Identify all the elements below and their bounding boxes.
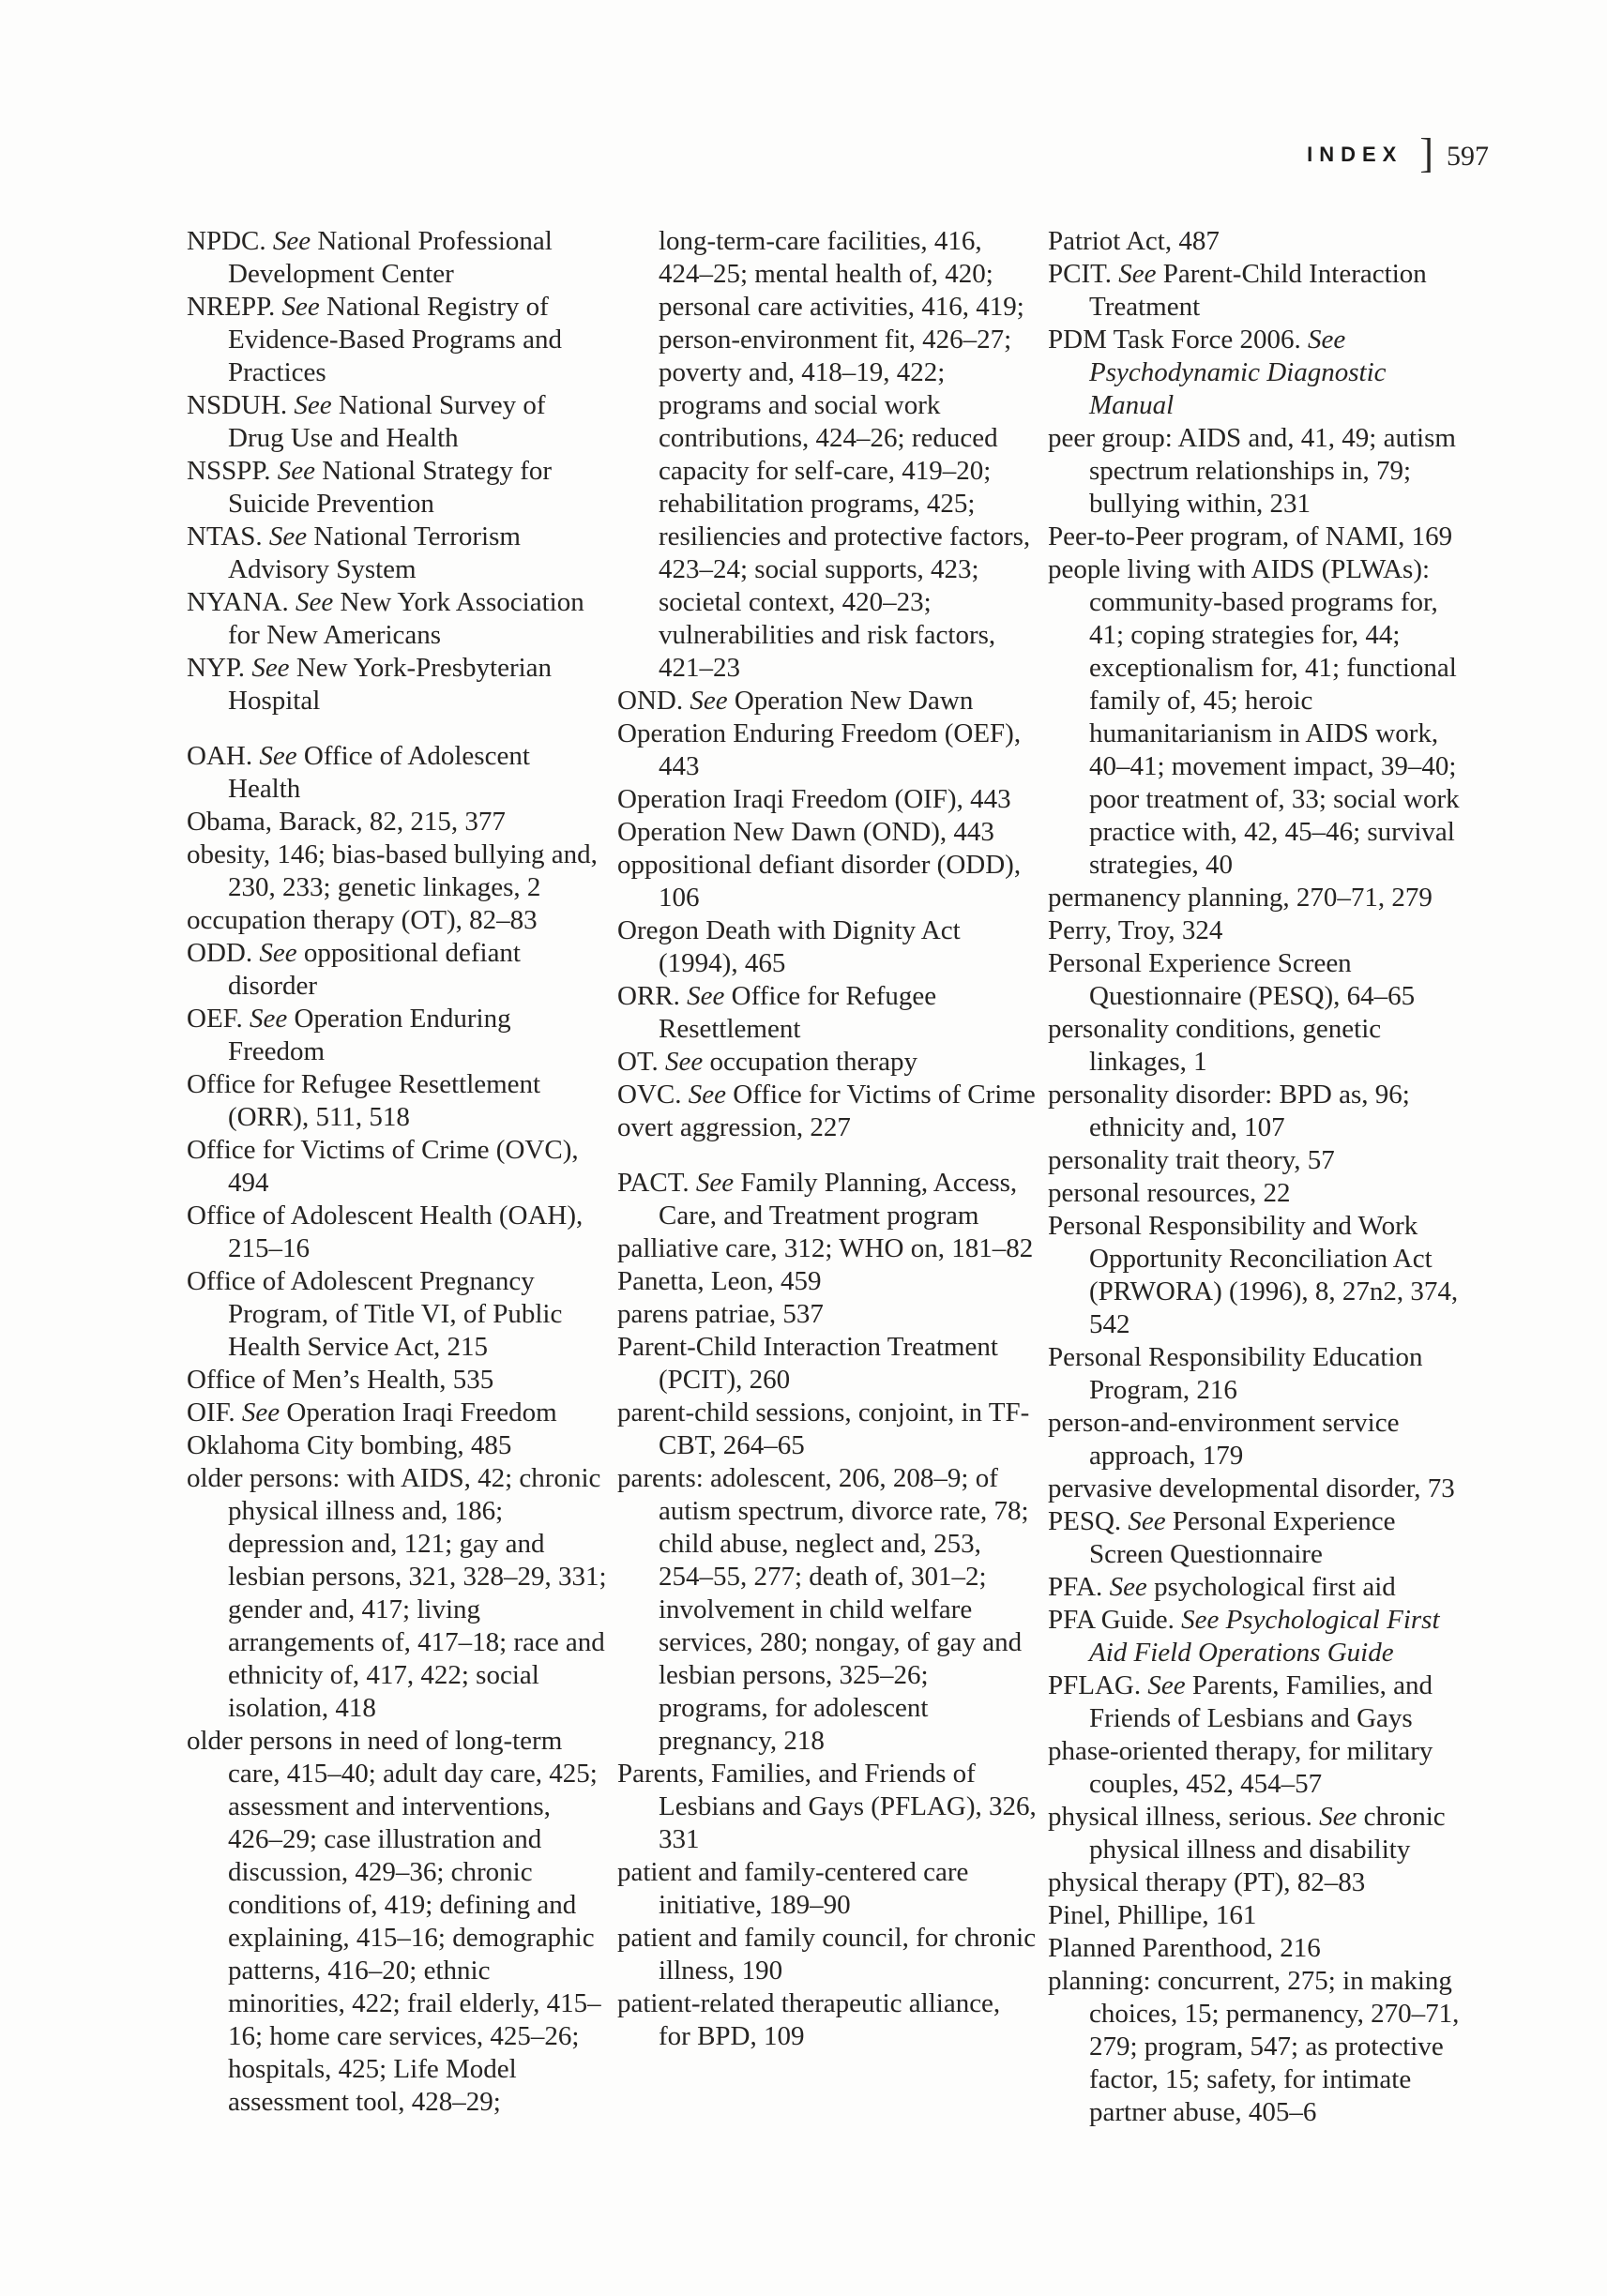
entry-text: pervasive developmental disorder, 73 — [1048, 1473, 1455, 1503]
entry-text: New York Association for New Americans — [228, 587, 584, 650]
index-entry — [617, 1298, 1038, 1331]
index-entry — [1048, 1669, 1468, 1735]
entry-text: long-term-care facilities, 416, 424–25; mental health of, 420; personal care activities, 416, 419; person-environment fit, 426–27; poverty and, 418–19, 422; programs and social work contributions, 424–26; reduced capacity for self-care, 419–20; rehabilitation programs, 425; resiliencies and protective factors, 423–24; social supports, 423; societal context, 420–23; vulnerabilities and risk factors, 421–23 — [659, 226, 1031, 683]
index-entry — [187, 1429, 607, 1462]
index-entry — [187, 1462, 607, 1725]
index-entry — [617, 1046, 1038, 1079]
index-entry — [187, 291, 607, 389]
index-entry — [187, 740, 607, 806]
index-entry — [187, 1068, 607, 1134]
section-gap — [187, 718, 607, 740]
entry-text: parent-child sessions, conjoint, in TF-CBT, 264–65 — [617, 1397, 1030, 1460]
entry-text: National Terrorism Advisory System — [228, 521, 521, 584]
entry-text: Personal Responsibility Education Program, 216 — [1048, 1342, 1423, 1405]
entry-text: peer group: AIDS and, 41, 49; autism spectrum relationships in, 79; bullying within, 231 — [1048, 423, 1456, 519]
entry-text: patient and family council, for chronic illness, 190 — [617, 1923, 1037, 1986]
entry-text: National Professional Development Center — [228, 226, 553, 289]
index-entry — [617, 1079, 1038, 1111]
cross-reference-italic: See — [281, 292, 320, 322]
entry-text: Office of Adolescent Pregnancy Program, of Title VI, of Public Health Service Act, 215 — [187, 1266, 563, 1362]
entry-text: personal resources, 22 — [1048, 1178, 1291, 1208]
page-number: 597 — [1447, 141, 1489, 172]
cross-reference-italic: See — [259, 938, 297, 968]
entry-text: personality conditions, genetic linkages, 1 — [1048, 1014, 1382, 1077]
entry-text: phase-oriented therapy, for military couples, 452, 454–57 — [1048, 1736, 1433, 1799]
index-entry — [617, 914, 1038, 980]
index-entry — [1048, 947, 1468, 1013]
cross-reference-italic: See — [688, 1080, 726, 1110]
index-entry — [617, 718, 1038, 783]
index-entry — [617, 1232, 1038, 1265]
cross-reference-italic: See — [277, 456, 315, 486]
entry-text: Family Planning, Access, Care, and Treatment program — [659, 1168, 1018, 1231]
index-entry — [1048, 553, 1468, 882]
cross-reference-italic: See — [259, 741, 297, 771]
entry-text: Planned Parenthood, 216 — [1048, 1933, 1321, 1963]
index-entry — [1048, 1013, 1468, 1079]
entry-text: Personal Experience Screen Questionnaire — [1089, 1506, 1396, 1569]
index-entry — [187, 521, 607, 586]
index-entry — [1048, 1932, 1468, 1965]
index-entry — [1048, 258, 1468, 324]
index-entry — [1048, 1144, 1468, 1177]
cross-reference-italic: See — [687, 981, 725, 1011]
entry-text: permanency planning, 270–71, 279 — [1048, 883, 1433, 913]
entry-text: Office for Refugee Resettlement (ORR), 511, 518 — [187, 1069, 541, 1132]
index-entry — [187, 904, 607, 937]
entry-text: OAH. — [187, 741, 260, 771]
index-entry — [1048, 1965, 1468, 2129]
entry-text: NSSPP. — [187, 456, 278, 486]
index-entry — [1048, 882, 1468, 914]
index-entry — [1048, 1571, 1468, 1604]
entry-text: Parent-Child Interaction Treatment (PCIT), 260 — [617, 1332, 998, 1395]
index-entry — [1048, 1407, 1468, 1473]
index-entry — [187, 455, 607, 521]
index-entry — [1048, 1473, 1468, 1505]
index-entry — [187, 652, 607, 718]
entry-text: Personal Responsibility and Work Opportunity Reconciliation Act (PRWORA) (1996), 8, 27n2, 374, 542 — [1048, 1211, 1459, 1339]
index-entry — [187, 225, 607, 291]
index-entry — [617, 816, 1038, 849]
entry-text: Operation Enduring Freedom — [228, 1004, 511, 1066]
index-entry — [1048, 324, 1468, 422]
index-entry — [187, 806, 607, 838]
index-entry — [1048, 914, 1468, 947]
running-head-index: INDEX — [1307, 143, 1403, 166]
entry-text: palliative care, 312; WHO on, 181–82 — [617, 1233, 1034, 1263]
index-entry — [617, 685, 1038, 718]
entry-text: New York-Presbyterian Hospital — [228, 653, 553, 716]
index-entry — [1048, 1177, 1468, 1210]
entry-text: National Strategy for Suicide Prevention — [228, 456, 553, 519]
entry-text: OVC. — [617, 1080, 689, 1110]
cross-reference-italic: See — [251, 653, 290, 683]
index-column-1 — [187, 225, 607, 2129]
entry-text: obesity, 146; bias-based bullying and, 230, 233; genetic linkages, 2 — [187, 839, 598, 902]
entry-text: planning: concurrent, 275; in making choices, 15; permanency, 270–71, 279; program, 547; as protective factor, 15; safety, for intimate partner abuse, 405–6 — [1048, 1966, 1460, 2127]
cross-reference-italic: See Psychodynamic Diagnostic Manual — [1089, 325, 1387, 420]
index-entry — [617, 849, 1038, 914]
entry-text: OEF. — [187, 1004, 250, 1034]
entry-text: Operation New Dawn — [727, 686, 974, 716]
entry-text: Office of Adolescent Health (OAH), 215–16 — [187, 1201, 584, 1263]
cross-reference-italic: See — [249, 1004, 288, 1034]
entry-text: NSDUH. — [187, 390, 295, 420]
index-entry — [187, 1200, 607, 1265]
index-entry — [187, 1364, 607, 1397]
entry-text: older persons in need of long-term care, 415–40; adult day care, 425; assessment and interventions, 426–29; case illustration and discussion, 429–36; chronic conditions of, 419; defining and explaining, 415–16; demographic patterns, 416–20; ethnic minorities, 422; frail elderly, 415–16; home care services, 425–26; hospitals, 425; Life Model assessment tool, 428–29; — [187, 1726, 601, 2117]
cross-reference-italic: See — [272, 226, 311, 256]
entry-text: Oregon Death with Dignity Act (1994), 465 — [617, 915, 961, 978]
index-entry — [187, 838, 607, 904]
index-entry — [617, 1987, 1038, 2053]
page-header: INDEX ] 597 — [1307, 130, 1489, 176]
index-entry — [187, 1397, 607, 1429]
cross-reference-italic: See — [296, 587, 334, 617]
index-entry — [617, 1758, 1038, 1856]
entry-text: Peer-to-Peer program, of NAMI, 169 — [1048, 521, 1453, 551]
entry-text: Operation New Dawn (OND), 443 — [617, 817, 994, 847]
entry-text: Parents, Families, and Friends of Lesbians and Gays — [1089, 1670, 1433, 1733]
entry-text: ORR. — [617, 981, 688, 1011]
index-entry — [1048, 1505, 1468, 1571]
entry-text: parents: adolescent, 206, 208–9; of autism spectrum, divorce rate, 78; child abuse, neglect and, 253, 254–55, 277; death of, 301–2; involvement in child welfare services, 280; nongay, of gay and lesbian persons, 325–26; programs, for adolescent pregnancy, 218 — [617, 1463, 1029, 1756]
index-entry — [617, 1167, 1038, 1232]
index-column-2 — [617, 225, 1038, 2129]
entry-text: Patriot Act, 487 — [1048, 226, 1220, 256]
index-entry — [617, 1111, 1038, 1144]
index-entry — [187, 1134, 607, 1200]
index-entry-continuation — [617, 225, 1038, 685]
entry-text: Panetta, Leon, 459 — [617, 1266, 822, 1296]
cross-reference-italic: See — [268, 521, 308, 551]
entry-text: patient and family-centered care initiative, 189–90 — [617, 1857, 969, 1920]
entry-text: psychological first aid — [1146, 1572, 1396, 1602]
entry-text: PFLAG. — [1048, 1670, 1148, 1700]
entry-text: Office of Men’s Health, 535 — [187, 1365, 494, 1395]
entry-text: PACT. — [617, 1168, 696, 1198]
entry-text: PESQ. — [1048, 1506, 1129, 1536]
index-entry — [617, 783, 1038, 816]
entry-text: Obama, Barack, 82, 215, 377 — [187, 807, 506, 837]
entry-text: NPDC. — [187, 226, 273, 256]
entry-text: Parents, Families, and Friends of Lesbians and Gays (PFLAG), 326, 331 — [617, 1759, 1037, 1854]
index-entry — [1048, 1341, 1468, 1407]
entry-text: Office for Refugee Resettlement — [659, 981, 937, 1044]
index-column-3 — [1048, 225, 1468, 2129]
index-entry — [187, 1725, 607, 2119]
entry-text: ODD. — [187, 938, 260, 968]
entry-text: Perry, Troy, 324 — [1048, 915, 1223, 945]
index-entry — [1048, 521, 1468, 553]
entry-text: OT. — [617, 1047, 666, 1077]
entry-text: NYP. — [187, 653, 252, 683]
index-entry — [1048, 1866, 1468, 1899]
entry-text: Oklahoma City bombing, 485 — [187, 1430, 512, 1460]
cross-reference-italic: See — [1147, 1670, 1186, 1700]
index-entry — [617, 1856, 1038, 1922]
index-entry — [617, 1397, 1038, 1462]
section-gap — [617, 1144, 1038, 1167]
entry-text: physical therapy (PT), 82–83 — [1048, 1867, 1366, 1897]
entry-text: personality trait theory, 57 — [1048, 1145, 1335, 1175]
entry-text: oppositional defiant disorder — [228, 938, 521, 1001]
index-entry — [1048, 1801, 1468, 1866]
cross-reference-italic: See — [1319, 1802, 1357, 1832]
index-entry — [1048, 1735, 1468, 1801]
index-entry — [1048, 1899, 1468, 1932]
entry-text: Office for Victims of Crime (OVC), 494 — [187, 1135, 579, 1198]
entry-text: overt aggression, 227 — [617, 1112, 851, 1142]
entry-text: patient-related therapeutic alliance, for BPD, 109 — [617, 1988, 1001, 2051]
index-entry — [1048, 1079, 1468, 1144]
cross-reference-italic: See — [665, 1047, 704, 1077]
entry-text: Office of Adolescent Health — [228, 741, 530, 804]
entry-text: National Registry of Evidence-Based Programs and Practices — [228, 292, 562, 387]
entry-text: Pinel, Phillipe, 161 — [1048, 1900, 1257, 1930]
index-entry — [187, 1003, 607, 1068]
cross-reference-italic: See — [241, 1397, 280, 1427]
cross-reference-italic: See — [1128, 1506, 1166, 1536]
entry-text: OIF. — [187, 1397, 242, 1427]
entry-text: Personal Experience Screen Questionnaire (PESQ), 64–65 — [1048, 948, 1416, 1011]
index-entry — [187, 389, 607, 455]
index-entry — [617, 1331, 1038, 1397]
index-entry — [187, 586, 607, 652]
cross-reference-italic: See — [294, 390, 332, 420]
entry-text: chronic physical illness and disability — [1089, 1802, 1446, 1865]
index-entry — [617, 1462, 1038, 1758]
entry-text: people living with AIDS (PLWAs): community-based programs for, 41; coping strategies for, 44; exceptionalism for, 41; functional family of, 45; heroic humanitarianism in AIDS work, 40–41; movement impact, 39–40; poor treatment of, 33; social work practice with, 42, 45–46; survival strategies, 40 — [1048, 554, 1460, 880]
index-entry — [187, 1265, 607, 1364]
entry-text: occupation therapy — [703, 1047, 917, 1077]
entry-text: Operation Enduring Freedom (OEF), 443 — [617, 718, 1022, 781]
cross-reference-italic: See — [695, 1168, 735, 1198]
entry-text: Office for Victims of Crime — [725, 1080, 1036, 1110]
index-entry — [617, 1265, 1038, 1298]
entry-text: PFA. — [1048, 1572, 1110, 1602]
entry-text: NTAS. — [187, 521, 269, 551]
cross-reference-italic: See — [1118, 259, 1157, 289]
index-entry — [617, 980, 1038, 1046]
cross-reference-italic: See — [1109, 1572, 1147, 1602]
index-entry — [187, 937, 607, 1003]
cross-reference-italic: See Psychological First Aid Field Operations Guide — [1089, 1605, 1440, 1668]
entry-text: oppositional defiant disorder (ODD), 106 — [617, 850, 1022, 913]
entry-text: personality disorder: BPD as, 96; ethnicity and, 107 — [1048, 1080, 1410, 1142]
index-entry — [1048, 225, 1468, 258]
entry-text: parens patriae, 537 — [617, 1299, 824, 1329]
entry-text: OND. — [617, 686, 690, 716]
entry-text: Operation Iraqi Freedom (OIF), 443 — [617, 784, 1011, 814]
entry-text: NREPP. — [187, 292, 282, 322]
entry-text: person-and-environment service approach, 179 — [1048, 1408, 1400, 1471]
index-entry — [617, 1922, 1038, 1987]
entry-text: NYANA. — [187, 587, 296, 617]
entry-text: PCIT. — [1048, 259, 1119, 289]
index-columns — [187, 225, 1468, 2129]
entry-text: National Survey of Drug Use and Health — [228, 390, 546, 453]
cross-reference-italic: See — [690, 686, 728, 716]
index-entry — [1048, 422, 1468, 521]
entry-text: occupation therapy (OT), 82–83 — [187, 905, 538, 935]
entry-text: PFA Guide. — [1048, 1605, 1182, 1635]
entry-text: Parent-Child Interaction Treatment — [1089, 259, 1427, 322]
index-entry — [1048, 1604, 1468, 1669]
entry-text: physical illness, serious. — [1048, 1802, 1320, 1832]
entry-text: older persons: with AIDS, 42; chronic physical illness and, 186; depression and, 121; gay and lesbian persons, 321, 328–29, 331; gender and, 417; living arrangements of, 417–18; race and ethnicity of, 417, 422; social isolation, 418 — [187, 1463, 607, 1723]
entry-text: Operation Iraqi Freedom — [280, 1397, 557, 1427]
index-entry — [1048, 1210, 1468, 1341]
entry-text: PDM Task Force 2006. — [1048, 325, 1308, 355]
